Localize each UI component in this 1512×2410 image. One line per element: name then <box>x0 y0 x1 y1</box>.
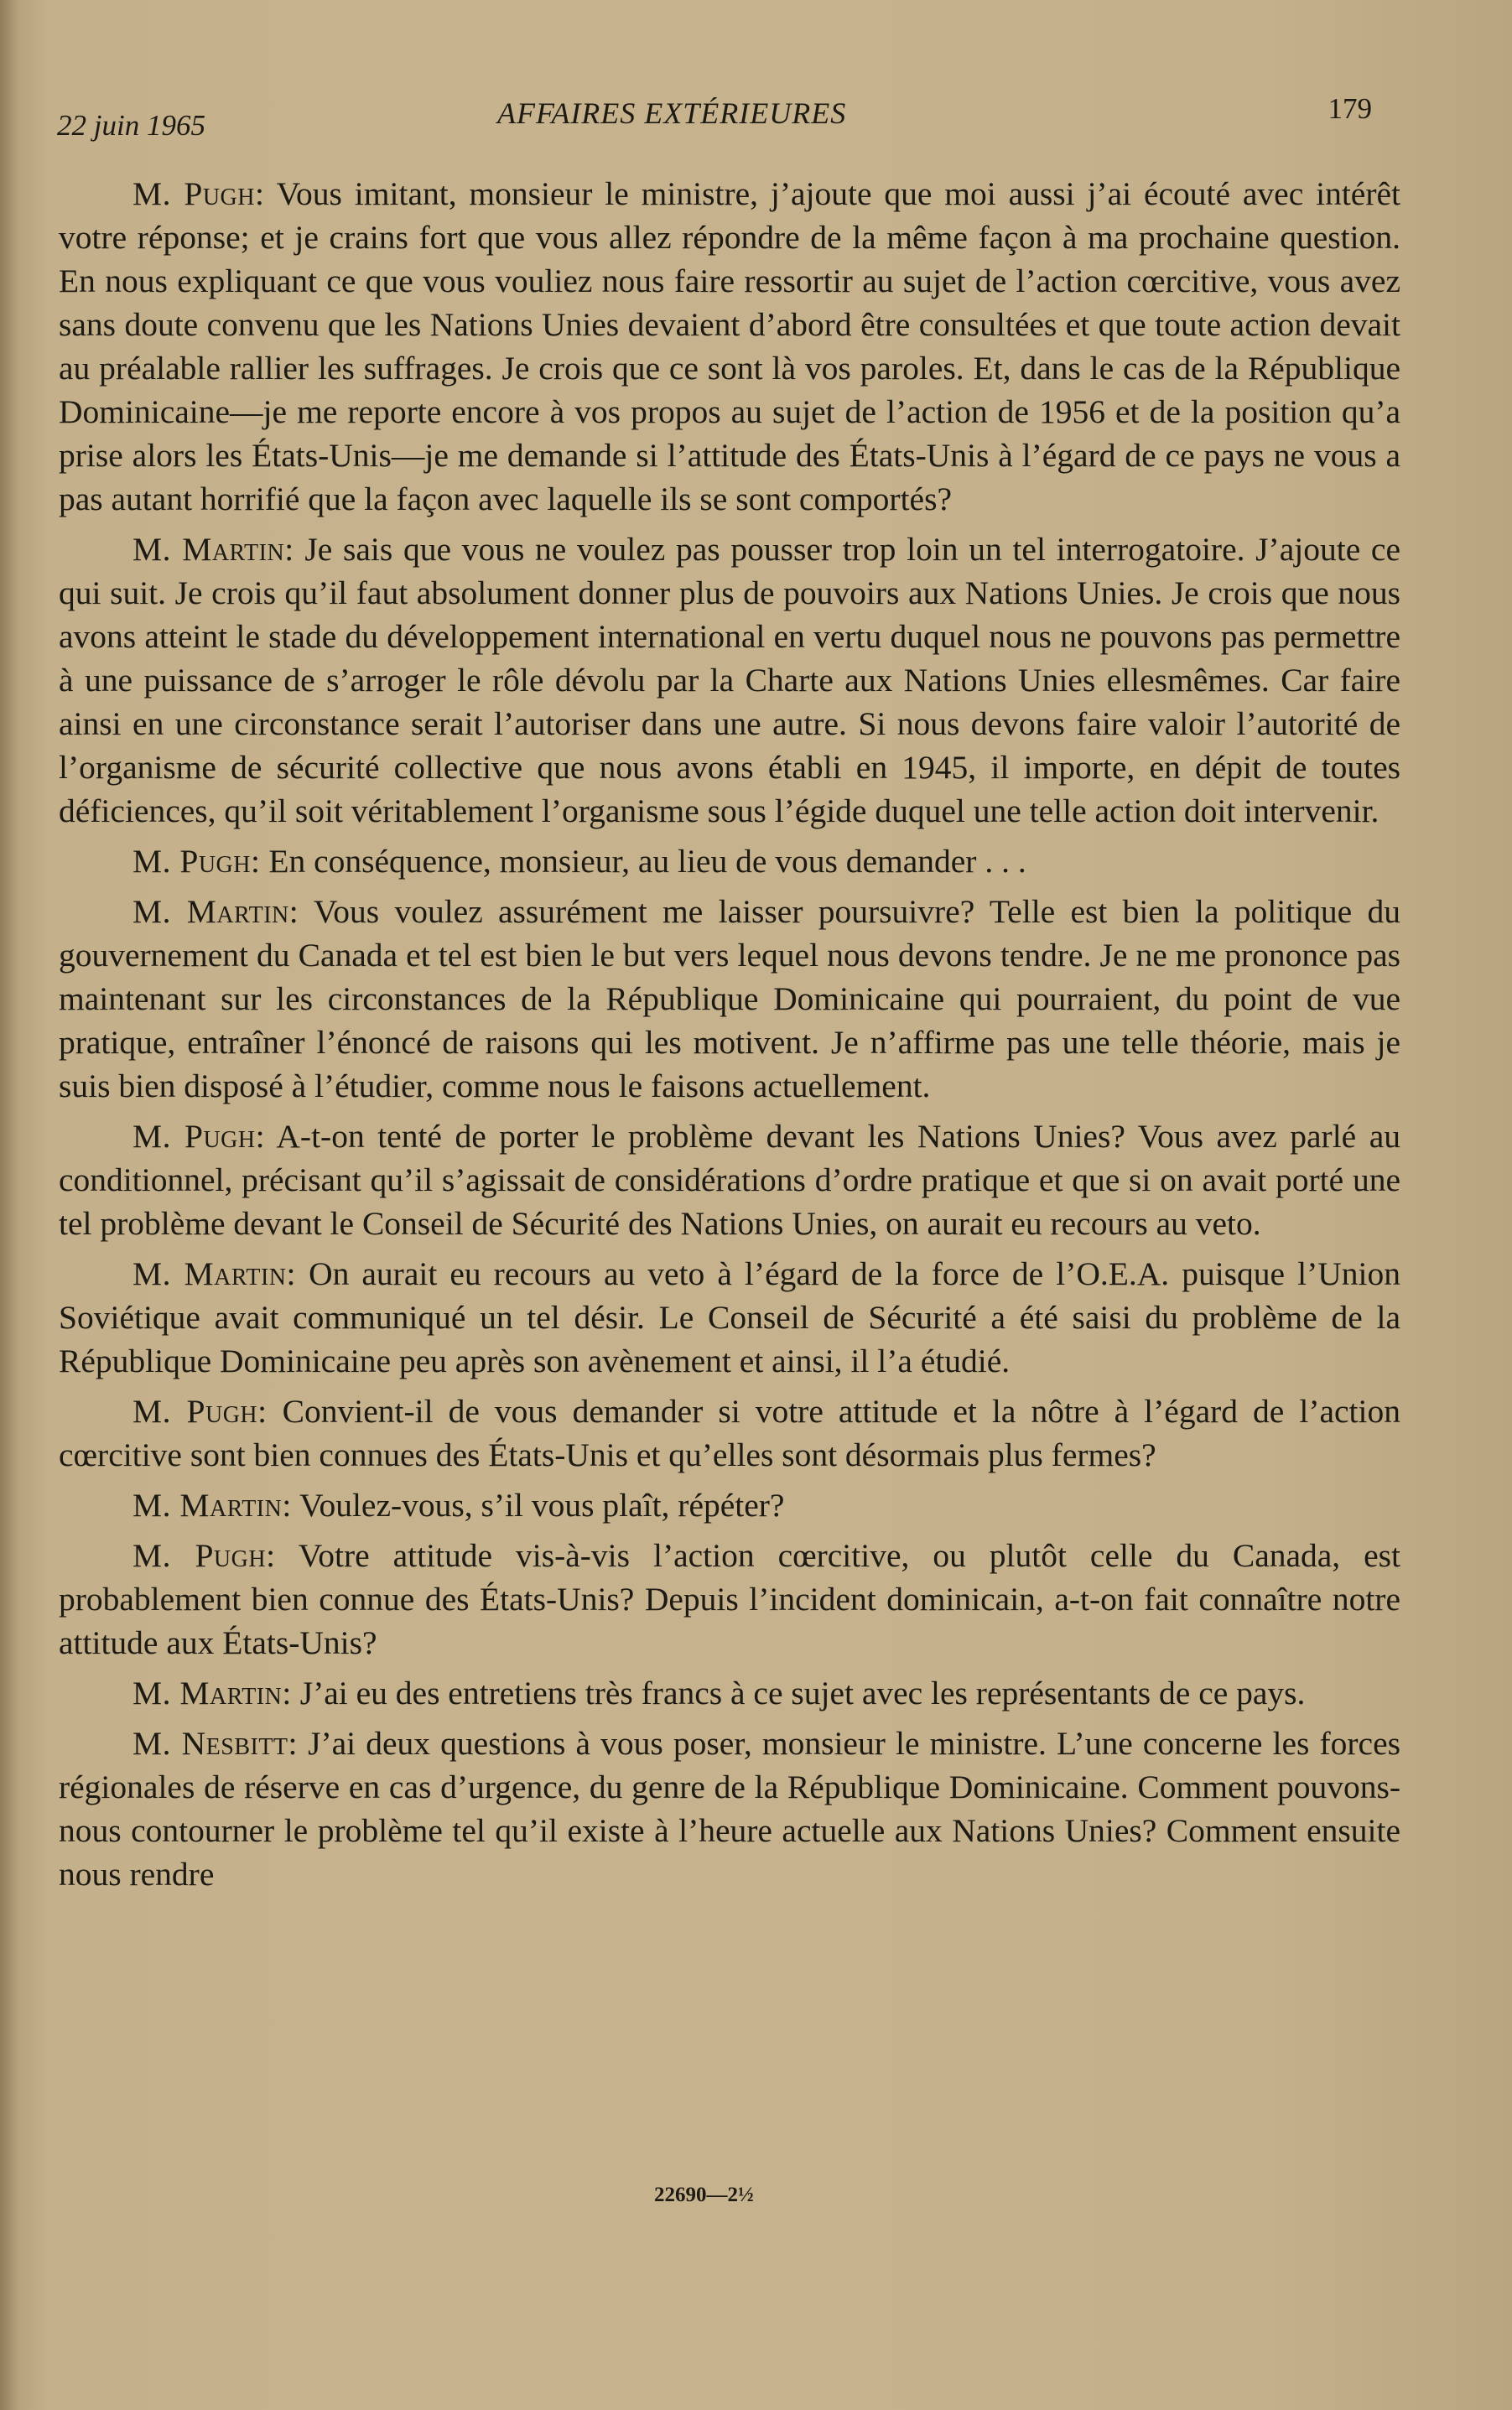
paragraph <box>59 527 1400 833</box>
paragraph-text: Vous voulez assurément me laisser poursuivre? Telle est bien la politique du gouvernement du Canada et tel est bien le but vers lequel nous devons tendre. Je ne me prononce pas maintenant sur les circonstances de la République Dominicaine qui pourraient, du point de vue pratique, entraîner l’énoncé de raisons qui les motivent. Je n’affirme pas une telle théorie, mais je suis bien disposé à l’étudier, comme nous le faisons actuellement. <box>59 893 1400 1104</box>
speaker-name: M. Martin: <box>132 531 294 568</box>
paragraph-text: En conséquence, monsieur, au lieu de vous demander . . . <box>260 843 1026 880</box>
paragraph <box>59 1389 1400 1477</box>
paragraph <box>59 172 1400 521</box>
paragraph-text: A-t-on tenté de porter le problème devant les Nations Unies? Vous avez parlé au conditionnel, précisant qu’il s’agissait de considérations d’ordre pratique et que si on avait porté une tel problème devant le Conseil de Sécurité des Nations Unies, on aurait eu recours au veto. <box>59 1118 1400 1242</box>
paragraph-text: On aurait eu recours au veto à l’égard de la force de l’O.E.A. puisque l’Union Soviétique avait communiqué un tel désir. Le Conseil de Sécurité a été saisi du problème de la République Dominicaine peu après son avènement et ainsi, il l’a étudié. <box>59 1255 1400 1379</box>
paragraph <box>59 839 1400 883</box>
speaker-name: M. Pugh: <box>132 1537 276 1574</box>
paragraph-text: Je sais que vous ne voulez pas pousser trop loin un tel interrogatoire. J’ajoute ce qui suit. Je crois qu’il faut absolument donner plus de pouvoirs aux Nations Unies. Je crois que nous avons atteint le stade du développement international en vertu duquel nous ne pouvons pas permettre à une puissance de s’arroger le rôle dévolu par la Charte aux Nations Unies ellesmêmes. Car faire ainsi en une circonstance serait l’autoriser dans une autre. Si nous devons faire valoir l’autorité de l’organisme de sécurité collective que nous avons établi en 1945, il importe, en dépit de toutes déficiences, qu’il soit véritablement l’organisme sous l’égide duquel une telle action doit intervenir. <box>59 531 1400 829</box>
speaker-name: M. Martin: <box>132 1675 292 1711</box>
paragraph-text: J’ai deux questions à vous poser, monsieur le ministre. L’une concerne les forces régionales de réserve en cas d’urgence, du genre de la République Dominicaine. Comment pouvons-nous contourner le problème tel qu’il existe à l’heure actuelle aux Nations Unies? Comment ensuite nous rendre <box>59 1725 1400 1893</box>
speaker-name: M. Pugh: <box>132 175 265 212</box>
header-title: AFFAIRES EXTÉRIEURES <box>497 96 847 130</box>
speaker-name: M. Martin: <box>132 1255 297 1292</box>
paragraph <box>59 1722 1400 1896</box>
speaker-name: M. Martin: <box>132 893 299 930</box>
page-header <box>57 84 1372 143</box>
speaker-name: M. Martin: <box>132 1487 292 1524</box>
speaker-name: M. Pugh: <box>132 1393 268 1430</box>
paragraph-text: Votre attitude vis-à-vis l’action cœrcitive, ou plutôt celle du Canada, est probablement bien connue des États-Unis? Depuis l’incident dominicain, a-t-on fait connaître notre attitude aux États-Unis? <box>59 1537 1400 1661</box>
paragraph <box>59 1534 1400 1665</box>
header-date: 22 juin 1965 <box>57 109 205 142</box>
paragraph-text: Vous imitant, monsieur le ministre, j’ajoute que moi aussi j’ai écouté avec intérêt votre réponse; et je crains fort que vous allez répondre de la même façon à ma prochaine question. En nous expliquant ce que vous vouliez nous faire ressortir au sujet de l’action cœrcitive, vous avez sans doute convenu que les Nations Unies devaient d’abord être consultées et que toute action devait au préalable rallier les suffrages. Je crois que ce sont là vos paroles. Et, dans le cas de la République Dominicaine—je me reporte encore à vos propos au sujet de l’action de 1956 et de la position qu’a prise alors les États-Unis—je me demande si l’attitude des États-Unis à l’égard de ce pays ne vous a pas autant horrifié que la façon avec laquelle ils se sont comportés? <box>59 175 1400 517</box>
speaker-name: M. Pugh: <box>132 1118 266 1155</box>
speaker-name: M. Pugh: <box>132 843 261 880</box>
paragraph-text: J’ai eu des entretiens très francs à ce sujet avec les représentants de ce pays. <box>291 1675 1306 1711</box>
body-text <box>59 172 1400 1903</box>
page-number: 179 <box>1328 92 1372 125</box>
paragraph-text: Voulez-vous, s’il vous plaît, répéter? <box>291 1487 785 1524</box>
paragraph <box>59 1114 1400 1245</box>
paragraph-text: Convient-il de vous demander si votre attitude et la nôtre à l’égard de l’action cœrcitive sont bien connues des États-Unis et qu’elles sont désormais plus fermes? <box>59 1393 1401 1473</box>
paragraph <box>59 1671 1400 1715</box>
speaker-name: M. Nesbitt: <box>132 1725 298 1762</box>
paragraph <box>59 1483 1400 1527</box>
paragraph <box>59 1252 1400 1383</box>
print-signature: 22690—2½ <box>654 2184 754 2206</box>
paragraph <box>59 890 1400 1108</box>
